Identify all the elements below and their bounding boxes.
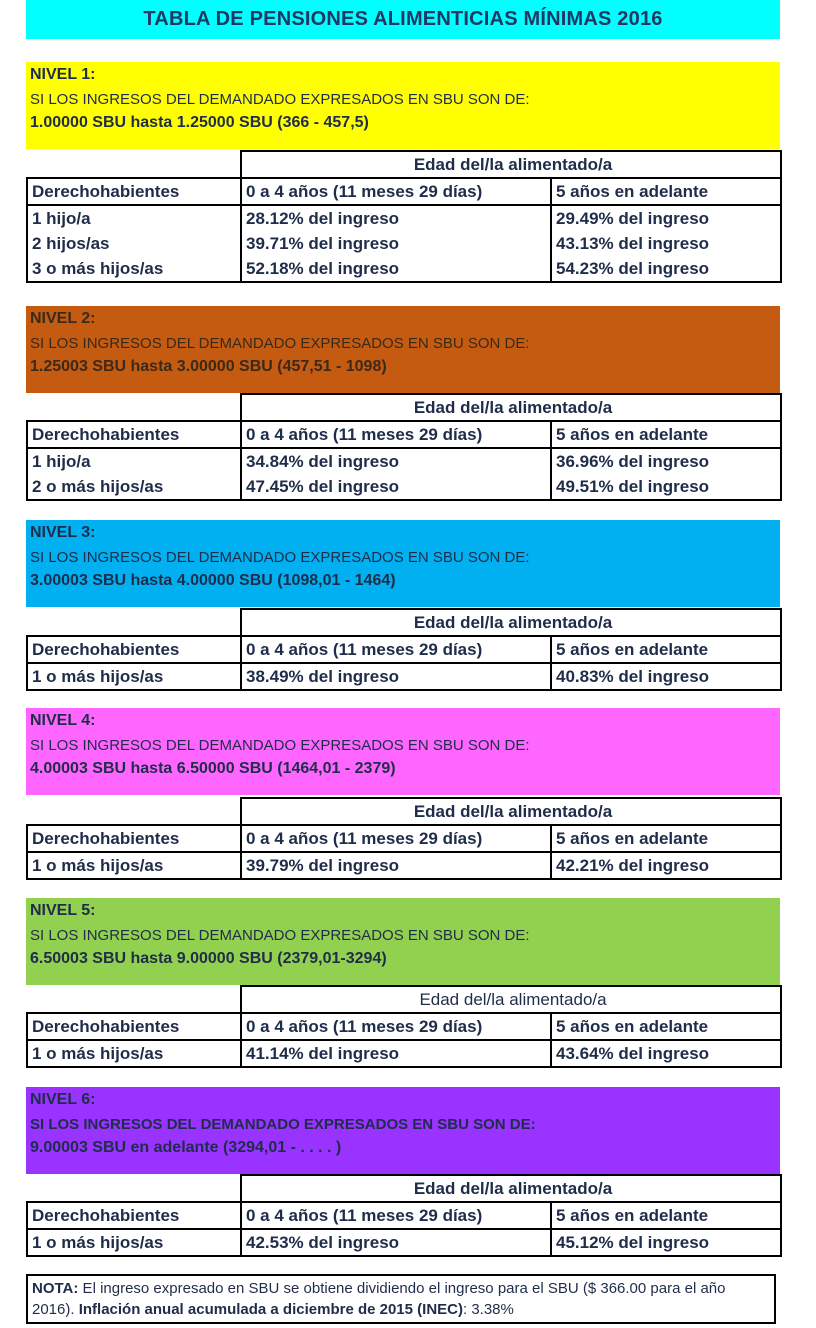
table-row xyxy=(27,1229,781,1256)
age-5-plus-header: 5 años en adelante xyxy=(551,1013,781,1040)
table-subheader-row xyxy=(27,825,781,852)
empty-cell xyxy=(27,986,241,1013)
level-4-banner xyxy=(26,708,780,795)
table-row xyxy=(27,852,781,879)
level-label: NIVEL 3: xyxy=(30,524,96,541)
table-subheader-row xyxy=(27,1202,781,1229)
level-1-banner xyxy=(26,62,780,149)
derechohabientes-header: Derechohabientes xyxy=(27,1202,241,1229)
percent-0-4-cell: 39.71% del ingreso xyxy=(241,231,551,256)
percent-5-plus-cell: 42.21% del ingreso xyxy=(551,852,781,879)
percent-5-plus-cell: 45.12% del ingreso xyxy=(551,1229,781,1256)
empty-cell xyxy=(27,609,241,636)
table-header-row xyxy=(27,151,781,178)
level-2-banner xyxy=(26,306,780,393)
level-range: 9.00003 SBU en adelante (3294,01 - . . . . ) xyxy=(30,1139,342,1156)
table-row xyxy=(27,1040,781,1067)
table-row xyxy=(27,231,781,256)
percent-5-plus-cell: 40.83% del ingreso xyxy=(551,663,781,690)
age-group-header: Edad del/la alimentado/a xyxy=(241,394,781,421)
percent-0-4-cell: 47.45% del ingreso xyxy=(241,474,551,500)
table-subheader-row xyxy=(27,1013,781,1040)
level-label: NIVEL 1: xyxy=(30,66,96,83)
table-row xyxy=(27,448,781,474)
percent-5-plus-cell: 49.51% del ingreso xyxy=(551,474,781,500)
age-group-header: Edad del/la alimentado/a xyxy=(241,798,781,825)
percent-0-4-cell: 42.53% del ingreso xyxy=(241,1229,551,1256)
level-5-banner xyxy=(26,898,780,985)
age-0-4-header: 0 a 4 años (11 meses 29 días) xyxy=(241,1013,551,1040)
footnote xyxy=(26,1274,776,1324)
beneficiary-cell: 1 o más hijos/as xyxy=(27,663,241,690)
level-subtitle: SI LOS INGRESOS DEL DEMANDADO EXPRESADOS EN SBU SON DE: xyxy=(30,91,530,108)
table-row xyxy=(27,256,781,282)
percent-5-plus-cell: 43.13% del ingreso xyxy=(551,231,781,256)
level-subtitle: SI LOS INGRESOS DEL DEMANDADO EXPRESADOS EN SBU SON DE: xyxy=(30,927,530,944)
percent-0-4-cell: 34.84% del ingreso xyxy=(241,448,551,474)
note-inflation-label: Inflación anual acumulada a diciembre de 2015 (INEC) xyxy=(78,1301,463,1318)
percent-5-plus-cell: 43.64% del ingreso xyxy=(551,1040,781,1067)
percent-0-4-cell: 52.18% del ingreso xyxy=(241,256,551,282)
level-6-banner xyxy=(26,1087,780,1174)
note-inflation-value: : 3.38% xyxy=(463,1301,514,1318)
age-group-header: Edad del/la alimentado/a xyxy=(241,151,781,178)
beneficiary-cell: 1 o más hijos/as xyxy=(27,852,241,879)
table-header-row xyxy=(27,394,781,421)
age-0-4-header: 0 a 4 años (11 meses 29 días) xyxy=(241,1202,551,1229)
age-5-plus-header: 5 años en adelante xyxy=(551,1202,781,1229)
percent-5-plus-cell: 54.23% del ingreso xyxy=(551,256,781,282)
derechohabientes-header: Derechohabientes xyxy=(27,421,241,448)
level-label: NIVEL 2: xyxy=(30,310,96,327)
age-0-4-header: 0 a 4 años (11 meses 29 días) xyxy=(241,825,551,852)
table-subheader-row xyxy=(27,178,781,205)
table-header-row xyxy=(27,609,781,636)
level-subtitle: SI LOS INGRESOS DEL DEMANDADO EXPRESADOS EN SBU SON DE: xyxy=(30,1116,536,1133)
derechohabientes-header: Derechohabientes xyxy=(27,178,241,205)
derechohabientes-header: Derechohabientes xyxy=(27,825,241,852)
level-label: NIVEL 5: xyxy=(30,902,96,919)
empty-cell xyxy=(27,394,241,421)
empty-cell xyxy=(27,1175,241,1202)
table-subheader-row xyxy=(27,421,781,448)
beneficiary-cell: 1 o más hijos/as xyxy=(27,1040,241,1067)
percent-5-plus-cell: 36.96% del ingreso xyxy=(551,448,781,474)
percent-0-4-cell: 28.12% del ingreso xyxy=(241,205,551,231)
level-range: 6.50003 SBU hasta 9.00000 SBU (2379,01-3294) xyxy=(30,950,387,967)
level-4-table xyxy=(26,797,782,880)
beneficiary-cell: 1 hijo/a xyxy=(27,448,241,474)
table-row xyxy=(27,474,781,500)
percent-0-4-cell: 38.49% del ingreso xyxy=(241,663,551,690)
age-5-plus-header: 5 años en adelante xyxy=(551,178,781,205)
level-range: 1.00000 SBU hasta 1.25000 SBU (366 - 457,5) xyxy=(30,114,369,131)
level-range: 4.00003 SBU hasta 6.50000 SBU (1464,01 - 2379) xyxy=(30,760,396,777)
derechohabientes-header: Derechohabientes xyxy=(27,1013,241,1040)
age-0-4-header: 0 a 4 años (11 meses 29 días) xyxy=(241,178,551,205)
level-3-banner xyxy=(26,520,780,607)
age-0-4-header: 0 a 4 años (11 meses 29 días) xyxy=(241,636,551,663)
table-row xyxy=(27,663,781,690)
level-range: 1.25003 SBU hasta 3.00000 SBU (457,51 - 1098) xyxy=(30,358,387,375)
table-row xyxy=(27,205,781,231)
beneficiary-cell: 1 o más hijos/as xyxy=(27,1229,241,1256)
percent-0-4-cell: 41.14% del ingreso xyxy=(241,1040,551,1067)
table-header-row xyxy=(27,798,781,825)
level-5-table xyxy=(26,985,782,1068)
table-header-row xyxy=(27,1175,781,1202)
empty-cell xyxy=(27,151,241,178)
level-1-table xyxy=(26,150,782,283)
age-group-header: Edad del/la alimentado/a xyxy=(241,609,781,636)
percent-5-plus-cell: 29.49% del ingreso xyxy=(551,205,781,231)
page-title: TABLA DE PENSIONES ALIMENTICIAS MÍNIMAS 2016 xyxy=(26,0,780,39)
table-subheader-row xyxy=(27,636,781,663)
beneficiary-cell: 3 o más hijos/as xyxy=(27,256,241,282)
beneficiary-cell: 2 o más hijos/as xyxy=(27,474,241,500)
note-label: NOTA: xyxy=(32,1280,79,1297)
age-5-plus-header: 5 años en adelante xyxy=(551,636,781,663)
derechohabientes-header: Derechohabientes xyxy=(27,636,241,663)
age-group-header: Edad del/la alimentado/a xyxy=(241,986,781,1013)
level-2-table xyxy=(26,393,782,501)
age-group-header: Edad del/la alimentado/a xyxy=(241,1175,781,1202)
beneficiary-cell: 2 hijos/as xyxy=(27,231,241,256)
level-subtitle: SI LOS INGRESOS DEL DEMANDADO EXPRESADOS EN SBU SON DE: xyxy=(30,549,530,566)
level-subtitle: SI LOS INGRESOS DEL DEMANDADO EXPRESADOS EN SBU SON DE: xyxy=(30,335,530,352)
age-0-4-header: 0 a 4 años (11 meses 29 días) xyxy=(241,421,551,448)
level-6-table xyxy=(26,1174,782,1257)
beneficiary-cell: 1 hijo/a xyxy=(27,205,241,231)
level-label: NIVEL 6: xyxy=(30,1091,96,1108)
level-range: 3.00003 SBU hasta 4.00000 SBU (1098,01 - 1464) xyxy=(30,572,396,589)
level-subtitle: SI LOS INGRESOS DEL DEMANDADO EXPRESADOS EN SBU SON DE: xyxy=(30,737,530,754)
level-label: NIVEL 4: xyxy=(30,712,96,729)
table-header-row xyxy=(27,986,781,1013)
age-5-plus-header: 5 años en adelante xyxy=(551,825,781,852)
empty-cell xyxy=(27,798,241,825)
percent-0-4-cell: 39.79% del ingreso xyxy=(241,852,551,879)
level-3-table xyxy=(26,608,782,691)
age-5-plus-header: 5 años en adelante xyxy=(551,421,781,448)
note-text: El ingreso expresado en SBU se obtiene dividiendo el ingreso para el SBU ($ 366.00 para el año 2016). xyxy=(32,1280,726,1318)
